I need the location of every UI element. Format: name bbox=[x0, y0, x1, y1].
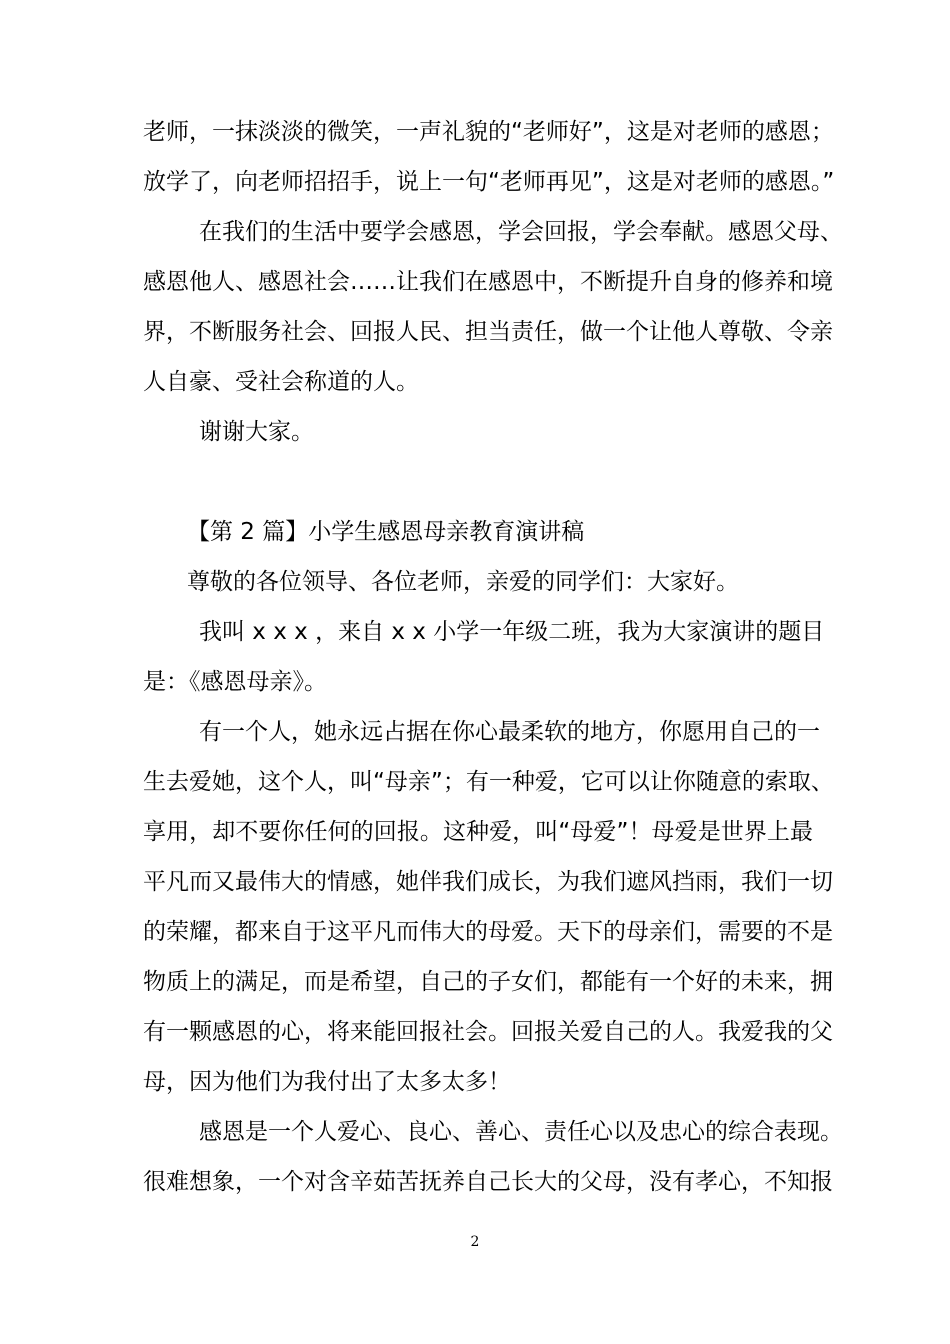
text-line: 平凡而又最伟大的情感，她伴我们成长，为我们遮风挡雨，我们一切 bbox=[143, 869, 833, 895]
text-line: 很难想象，一个对含辛茹苦抚养自己长大的父母，没有孝心，不知报 bbox=[143, 1169, 833, 1195]
text-line: 母，因为他们为我付出了太多太多！ bbox=[143, 1069, 511, 1095]
text-line: 老师，一抹淡淡的微笑，一声礼貌的“老师好”，这是对老师的感恩； bbox=[143, 119, 834, 145]
text-line: 我叫 x x x ，来自 x x 小学一年级二班，我为大家演讲的题目 bbox=[199, 619, 825, 645]
text-line: 的荣耀，都来自于这平凡而伟大的母爱。天下的母亲们，需要的不是 bbox=[143, 919, 833, 945]
page-number: 2 bbox=[470, 1234, 480, 1250]
section-heading: 【第 2 篇】小学生感恩母亲教育演讲稿 bbox=[187, 519, 585, 545]
text-line: 放学了，向老师招招手，说上一句“老师再见”，这是对老师的感恩。” bbox=[143, 169, 835, 195]
closing-line: 谢谢大家。 bbox=[199, 419, 314, 445]
greeting-line: 尊敬的各位领导、各位老师，亲爱的同学们：大家好。 bbox=[187, 569, 739, 595]
text-line: 享用，却不要你任何的回报。这种爱，叫“母爱”！母爱是世界上最 bbox=[143, 819, 813, 845]
text-line: 是：《感恩母亲》。 bbox=[143, 669, 327, 695]
text-line: 在我们的生活中要学会感恩，学会回报，学会奉献。感恩父母、 bbox=[199, 219, 843, 245]
text-line: 物质上的满足，而是希望，自己的子女们，都能有一个好的未来，拥 bbox=[143, 969, 833, 995]
text-line: 界，不断服务社会、回报人民、担当责任，做一个让他人尊敬、令亲 bbox=[143, 319, 833, 345]
text-line: 有一颗感恩的心，将来能回报社会。回报关爱自己的人。我爱我的父 bbox=[143, 1019, 833, 1045]
text-line: 有一个人，她永远占据在你心最柔软的地方，你愿用自己的一 bbox=[199, 719, 820, 745]
text-line: 生去爱她，这个人，叫“母亲”；有一种爱，它可以让你随意的索取、 bbox=[143, 769, 834, 795]
text-line: 人自豪、受社会称道的人。 bbox=[143, 369, 419, 395]
text-line: 感恩他人、感恩社会……让我们在感恩中，不断提升自身的修养和境 bbox=[143, 269, 833, 295]
text-line: 感恩是一个人爱心、良心、善心、责任心以及忠心的综合表现。 bbox=[199, 1119, 843, 1145]
